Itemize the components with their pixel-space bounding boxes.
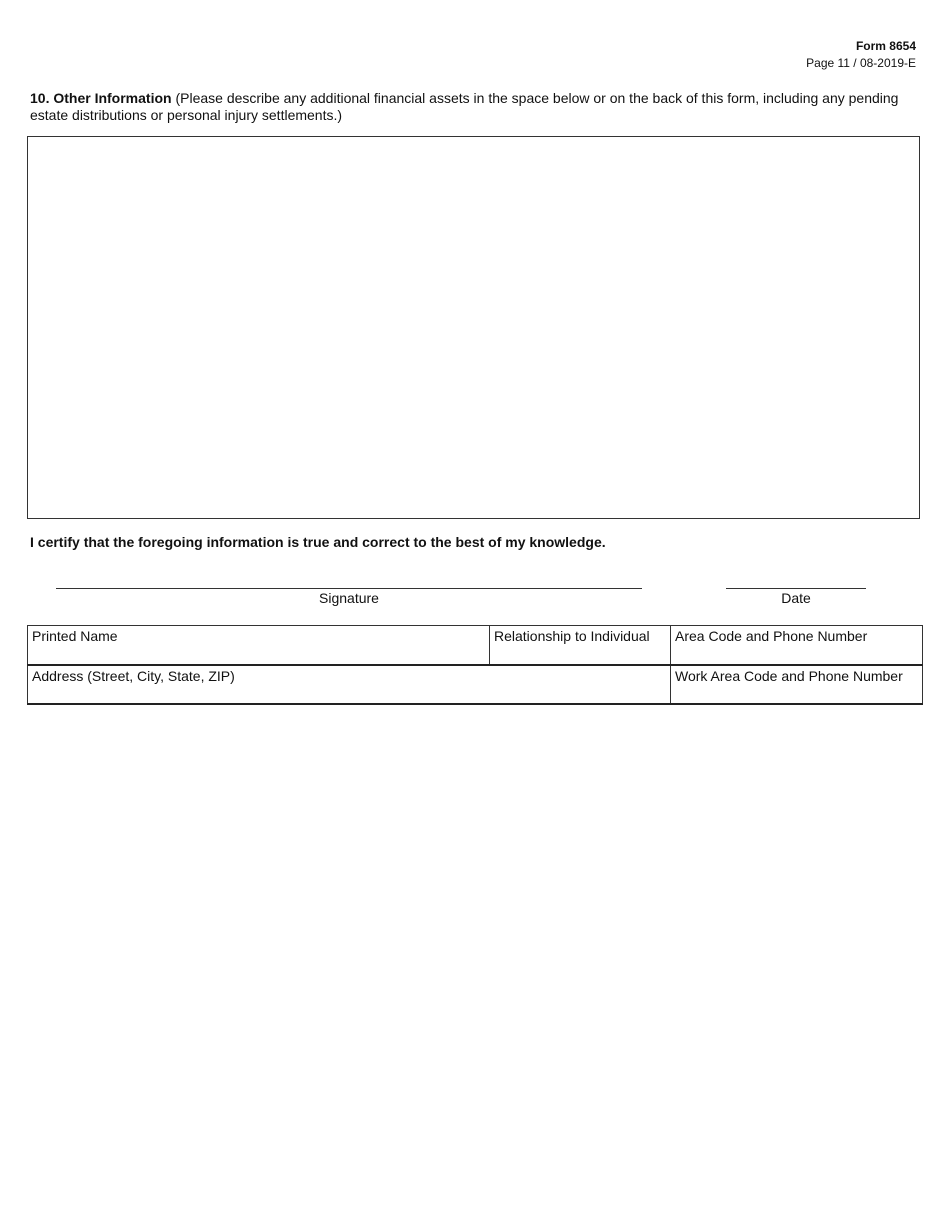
relationship-field[interactable] xyxy=(490,626,671,665)
certification-statement: I certify that the foregoing information is true and correct to the best of my knowledge. xyxy=(30,534,606,550)
work-phone-field[interactable] xyxy=(671,665,923,704)
section-10-instructions: (Please describe any additional financial assets in the space below or on the back of this form, including any pending estate distributions or personal injury settlements.) xyxy=(30,90,899,123)
form-header xyxy=(806,38,916,72)
other-information-textarea[interactable] xyxy=(27,136,920,519)
work-phone-label: Work Area Code and Phone Number xyxy=(675,667,903,684)
form-number: Form 8654 xyxy=(855,39,916,53)
signature-label: Signature xyxy=(319,590,379,606)
contact-row-2 xyxy=(28,665,923,704)
section-10-title: 10. Other Information xyxy=(30,90,172,106)
signature-line[interactable] xyxy=(56,588,642,589)
page-info: Page 11 / 08-2019-E xyxy=(806,56,916,70)
section-10-heading xyxy=(30,90,920,124)
address-field[interactable] xyxy=(28,665,671,704)
phone-label: Area Code and Phone Number xyxy=(675,628,868,644)
address-label: Address (Street, City, State, ZIP) xyxy=(32,667,235,684)
phone-field[interactable] xyxy=(671,626,923,665)
contact-row-1 xyxy=(28,626,923,665)
date-label: Date xyxy=(781,590,811,606)
date-line[interactable] xyxy=(726,588,866,589)
relationship-label: Relationship to Individual xyxy=(494,628,650,644)
printed-name-field[interactable] xyxy=(28,626,490,665)
printed-name-label: Printed Name xyxy=(32,628,118,644)
contact-info-table xyxy=(27,625,923,705)
